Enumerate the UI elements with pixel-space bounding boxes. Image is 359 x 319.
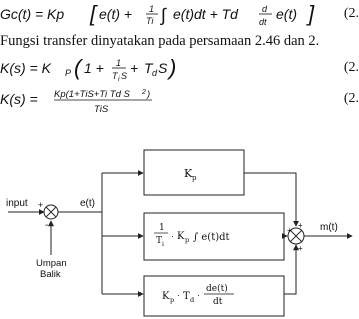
- pid-block-diagram: [0, 119, 359, 319]
- d-block-k-sub: p: [170, 296, 175, 304]
- i-block-k: K: [177, 231, 185, 242]
- svg-text:·: ·: [171, 231, 174, 241]
- svg-text:S: S: [158, 60, 168, 76]
- d-block-den: dt: [213, 297, 223, 307]
- sum2-plus-bottom: +: [298, 244, 303, 253]
- svg-text:(: (: [74, 55, 82, 80]
- equation-gc-number: (2.: [343, 6, 359, 21]
- svg-text:): ): [147, 89, 151, 100]
- d-block-t-sub: d: [190, 296, 195, 304]
- equation-ks-2-formula: [0, 85, 359, 119]
- d-block-t: T: [183, 291, 190, 302]
- integral-block: [144, 213, 284, 260]
- i-block-den: T: [156, 236, 163, 246]
- svg-text:T: T: [144, 60, 153, 76]
- svg-text:Kp(1+TiS+Ti Td S: Kp(1+TiS+Ti Td S: [54, 89, 130, 100]
- p-block-k: K: [184, 167, 193, 180]
- svg-text:e(t): e(t): [276, 6, 297, 22]
- svg-text:·: ·: [197, 290, 200, 300]
- d-block-num: de(t): [206, 284, 228, 294]
- sum1-minus-sign: -: [45, 220, 49, 231]
- output-label: m(t): [320, 222, 338, 233]
- svg-text:TiS: TiS: [94, 104, 109, 115]
- svg-text:): ): [169, 55, 177, 80]
- svg-text:P: P: [65, 68, 72, 78]
- svg-text:1 +: 1 +: [84, 60, 104, 76]
- d-output-line: [284, 245, 296, 294]
- svg-text:d: d: [262, 4, 268, 14]
- proportional-block: [144, 150, 244, 195]
- sum2-plus-left: +: [287, 226, 292, 235]
- svg-text:d: d: [152, 68, 158, 78]
- feedback-label-line2: Balik: [40, 269, 61, 280]
- feedback-label-line1: Umpan: [36, 258, 67, 269]
- svg-text:]: ]: [308, 1, 315, 26]
- svg-text:2: 2: [142, 89, 146, 96]
- svg-text:Ti: Ti: [146, 16, 154, 26]
- svg-text:i: i: [118, 76, 120, 83]
- sum1-plus-sign: +: [38, 200, 44, 210]
- i-block-den-sub: i: [162, 241, 164, 248]
- svg-text:K(s) = K: K(s) = K: [0, 60, 51, 76]
- svg-text:·: ·: [177, 290, 180, 300]
- p-block-k-sub: p: [192, 174, 197, 182]
- svg-text:dt: dt: [259, 17, 267, 27]
- equation-ks-2-number: (2.: [343, 91, 359, 106]
- input-label: input: [6, 198, 28, 209]
- i-block-num: 1: [159, 223, 165, 233]
- sum2-plus-top: +: [298, 221, 303, 230]
- d-block-k: K: [162, 291, 170, 302]
- svg-text:T: T: [112, 71, 118, 81]
- equation-ks-1-number: (2.: [343, 60, 359, 75]
- svg-text:S: S: [121, 71, 128, 81]
- svg-text:∫: ∫: [161, 5, 166, 25]
- i-block-k-sub: p: [185, 236, 190, 244]
- derivative-block: [144, 276, 284, 316]
- svg-text:1: 1: [116, 58, 122, 68]
- svg-text:K(s) =: K(s) =: [0, 91, 38, 107]
- svg-text:1: 1: [149, 4, 155, 14]
- svg-text:Gc(t) = Kp: Gc(t) = Kp: [0, 6, 65, 22]
- svg-text:e(t) +: e(t) +: [99, 6, 133, 22]
- svg-text:e(t)dt + Td: e(t)dt + Td: [173, 6, 238, 22]
- equation-gc-formula: [0, 0, 359, 30]
- equation-gc: [0, 0, 359, 30]
- error-label: e(t): [80, 198, 95, 209]
- equation-ks-1-formula: [0, 54, 359, 84]
- summing-junction-1: [38, 200, 58, 231]
- paragraph-text: Fungsi transfer dinyatakan pada persamaan 2.46 dan 2.: [0, 33, 320, 49]
- svg-text:[: [: [90, 1, 97, 26]
- i-block-expr: ∫ e(t)dt: [193, 232, 230, 243]
- svg-text:+: +: [130, 60, 139, 76]
- equation-ks-2: [0, 85, 359, 119]
- equation-ks-1: [0, 54, 359, 84]
